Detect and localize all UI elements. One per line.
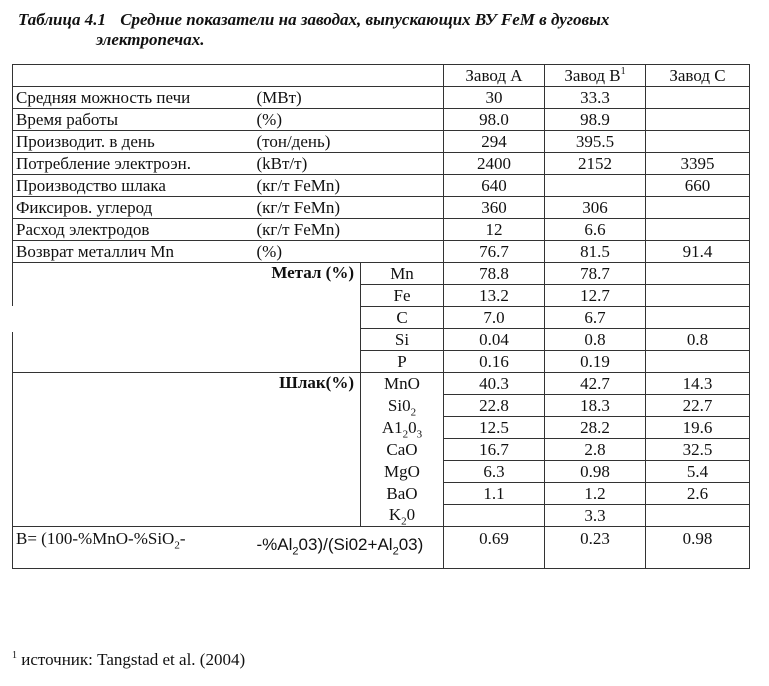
component-name: C bbox=[361, 307, 444, 329]
data-table bbox=[12, 64, 750, 569]
table-row bbox=[13, 219, 750, 241]
formula-part3: 03) bbox=[398, 535, 424, 554]
component-name: BaO bbox=[361, 483, 444, 505]
value-a: 0.69 bbox=[444, 527, 545, 569]
caption-title-line2: электропечах. bbox=[96, 30, 205, 49]
footnote-marker: 1 bbox=[12, 650, 17, 661]
value-a: 13.2 bbox=[444, 285, 545, 307]
row-name: Потребление электроэн. bbox=[13, 153, 254, 175]
value-c: 2.6 bbox=[646, 483, 750, 505]
value-c bbox=[646, 109, 750, 131]
value-b bbox=[545, 175, 646, 197]
value-c bbox=[646, 219, 750, 241]
row-unit: (kВт/т) bbox=[254, 153, 444, 175]
basicity-formula bbox=[254, 527, 444, 569]
value-b: 306 bbox=[545, 197, 646, 219]
value-b: 0.98 bbox=[545, 461, 646, 483]
value-b: 6.7 bbox=[545, 307, 646, 329]
value-a: 1.1 bbox=[444, 483, 545, 505]
caption-number: Таблица 4.1 bbox=[18, 10, 106, 29]
value-a: 294 bbox=[444, 131, 545, 153]
value-b: 81.5 bbox=[545, 241, 646, 263]
table-row bbox=[13, 175, 750, 197]
table-row bbox=[13, 131, 750, 153]
component-tail: 0 bbox=[408, 417, 417, 437]
row-unit: (MВт) bbox=[254, 87, 444, 109]
left-border-gap bbox=[10, 306, 15, 332]
table-row bbox=[13, 153, 750, 175]
value-c: 32.5 bbox=[646, 439, 750, 461]
value-a: 640 bbox=[444, 175, 545, 197]
value-a: 0.16 bbox=[444, 351, 545, 373]
component-name: Fe bbox=[361, 285, 444, 307]
value-b: 1.2 bbox=[545, 483, 646, 505]
value-c bbox=[646, 197, 750, 219]
footnote-marker: 1 bbox=[620, 65, 626, 77]
table-row bbox=[13, 87, 750, 109]
component-subscript: 2 bbox=[410, 405, 417, 417]
component-tail: 0 bbox=[406, 505, 416, 525]
value-b: 3.3 bbox=[545, 505, 646, 527]
component-base: K bbox=[388, 505, 402, 525]
value-c: 19.6 bbox=[646, 417, 750, 439]
row-unit: (тон/день) bbox=[254, 131, 444, 153]
value-b: 2.8 bbox=[545, 439, 646, 461]
value-b: 78.7 bbox=[545, 263, 646, 285]
value-c: 14.3 bbox=[646, 373, 750, 395]
header-plant-a: Завод A bbox=[444, 65, 545, 87]
value-c bbox=[646, 351, 750, 373]
table-caption bbox=[18, 10, 758, 50]
slag-group-label: Шлак(%) bbox=[13, 373, 361, 527]
value-c bbox=[646, 307, 750, 329]
header-plant-c: Завод C bbox=[646, 65, 750, 87]
formula-sub1: 2 bbox=[292, 545, 299, 558]
value-c: 0.8 bbox=[646, 329, 750, 351]
header-plant-b-label: Завод B bbox=[564, 65, 621, 85]
value-b: 0.23 bbox=[545, 527, 646, 569]
value-a: 76.7 bbox=[444, 241, 545, 263]
value-c bbox=[646, 505, 750, 527]
component-name: Si bbox=[361, 329, 444, 351]
value-a: 2400 bbox=[444, 153, 545, 175]
formula-part2: 03)/(Si02+Al bbox=[298, 535, 393, 554]
value-b: 395.5 bbox=[545, 131, 646, 153]
basicity-label-part2: - bbox=[179, 529, 186, 548]
value-a: 0.04 bbox=[444, 329, 545, 351]
component-subscript: 2 bbox=[402, 427, 409, 439]
metal-group-label: Метал (%) bbox=[13, 263, 361, 373]
value-a: 22.8 bbox=[444, 395, 545, 417]
value-a: 12.5 bbox=[444, 417, 545, 439]
row-unit: (кг/т FeMn) bbox=[254, 197, 444, 219]
component-name: P bbox=[361, 351, 444, 373]
value-a: 12 bbox=[444, 219, 545, 241]
row-name: Производство шлака bbox=[13, 175, 254, 197]
component-name bbox=[361, 505, 444, 527]
value-b: 12.7 bbox=[545, 285, 646, 307]
value-b: 0.19 bbox=[545, 351, 646, 373]
formula-sub2: 2 bbox=[392, 545, 399, 558]
component-subscript-2: 3 bbox=[416, 427, 423, 439]
value-a: 78.8 bbox=[444, 263, 545, 285]
value-a: 7.0 bbox=[444, 307, 545, 329]
table-row bbox=[13, 197, 750, 219]
table-row bbox=[13, 109, 750, 131]
component-subscript: 2 bbox=[401, 515, 407, 527]
header-corner-cell bbox=[13, 65, 444, 87]
row-name: Расход электродов bbox=[13, 219, 254, 241]
basicity-row bbox=[13, 527, 750, 569]
value-b: 28.2 bbox=[545, 417, 646, 439]
value-a: 360 bbox=[444, 197, 545, 219]
header-plant-b bbox=[545, 65, 646, 87]
component-base: Si0 bbox=[387, 395, 411, 415]
value-c bbox=[646, 131, 750, 153]
value-c bbox=[646, 285, 750, 307]
value-b: 33.3 bbox=[545, 87, 646, 109]
component-name: MnO bbox=[361, 373, 444, 395]
metal-row bbox=[13, 263, 750, 285]
table-row bbox=[13, 241, 750, 263]
value-c: 0.98 bbox=[646, 527, 750, 569]
component-name: MgO bbox=[361, 461, 444, 483]
row-unit: (кг/т FeMn) bbox=[254, 175, 444, 197]
value-c: 3395 bbox=[646, 153, 750, 175]
value-c bbox=[646, 87, 750, 109]
footnote bbox=[12, 650, 245, 670]
row-name: Средняя можность печи bbox=[13, 87, 254, 109]
row-name: Возврат металлич Mn bbox=[13, 241, 254, 263]
slag-row bbox=[13, 373, 750, 395]
row-name: Производит. в день bbox=[13, 131, 254, 153]
value-c: 5.4 bbox=[646, 461, 750, 483]
value-b: 42.7 bbox=[545, 373, 646, 395]
row-unit: (кг/т FeMn) bbox=[254, 219, 444, 241]
basicity-label-sub: 2 bbox=[174, 539, 180, 552]
basicity-label bbox=[13, 527, 254, 569]
value-a: 6.3 bbox=[444, 461, 545, 483]
value-a: 30 bbox=[444, 87, 545, 109]
value-c bbox=[646, 263, 750, 285]
value-a bbox=[444, 505, 545, 527]
value-b: 6.6 bbox=[545, 219, 646, 241]
value-c: 660 bbox=[646, 175, 750, 197]
footnote-text: источник: Tangstad et al. (2004) bbox=[17, 650, 246, 669]
value-b: 98.9 bbox=[545, 109, 646, 131]
component-name bbox=[361, 395, 444, 417]
header-row bbox=[13, 65, 750, 87]
value-b: 18.3 bbox=[545, 395, 646, 417]
formula-part1: -%Al bbox=[256, 535, 293, 554]
row-unit: (%) bbox=[254, 109, 444, 131]
row-name: Фиксиров. углерод bbox=[13, 197, 254, 219]
value-a: 16.7 bbox=[444, 439, 545, 461]
component-name: CaO bbox=[361, 439, 444, 461]
component-base: A1 bbox=[381, 417, 403, 437]
value-a: 40.3 bbox=[444, 373, 545, 395]
value-b: 2152 bbox=[545, 153, 646, 175]
basicity-label-part1: B= (100-%MnO-%SiO bbox=[16, 529, 175, 548]
value-c: 91.4 bbox=[646, 241, 750, 263]
value-a: 98.0 bbox=[444, 109, 545, 131]
row-unit: (%) bbox=[254, 241, 444, 263]
component-name: Mn bbox=[361, 263, 444, 285]
value-c: 22.7 bbox=[646, 395, 750, 417]
row-name: Время работы bbox=[13, 109, 254, 131]
component-name bbox=[361, 417, 444, 439]
caption-title-line1: Средние показатели на заводах, выпускающих ВУ FeM в дуговых bbox=[120, 10, 610, 29]
value-b: 0.8 bbox=[545, 329, 646, 351]
